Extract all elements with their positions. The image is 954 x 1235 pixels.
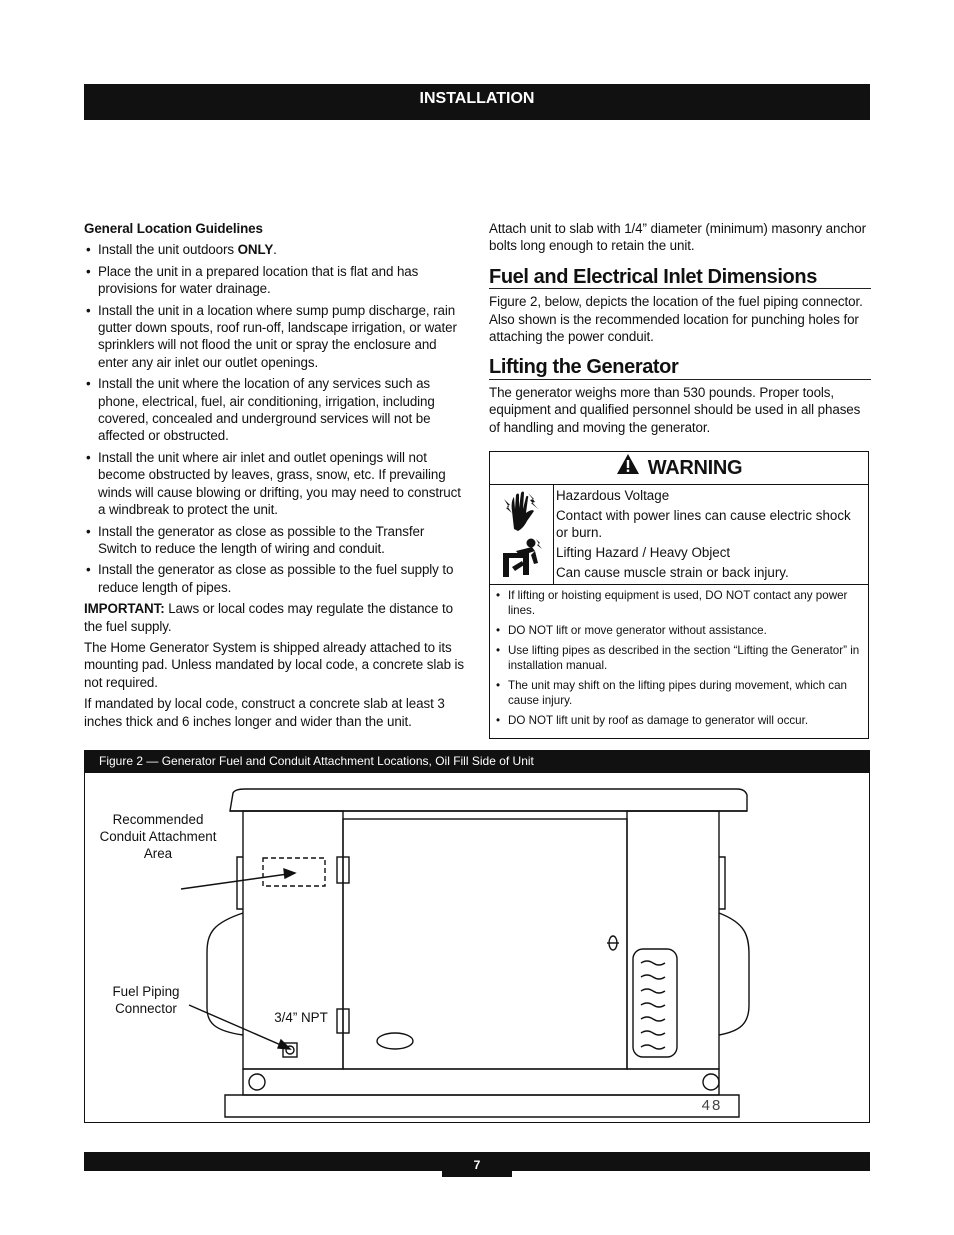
label-fuel-connector: Fuel Piping Connector xyxy=(112,984,180,1016)
warning-item: • If lifting or hoisting equipment is used, DO NOT contact any power lines. xyxy=(494,588,862,618)
page-number-tab xyxy=(442,1152,512,1177)
model-number: 48 xyxy=(701,1097,723,1114)
hazard-lifting-title: Lifting Hazard / Heavy Object xyxy=(556,545,731,560)
warning-triangle-icon xyxy=(616,453,640,485)
slab-paragraph: If mandated by local code, construct a concrete slab at least 3 inches thick and 6 inches longer and wider than the unit. xyxy=(84,696,445,729)
warning-box xyxy=(489,451,869,739)
page-number: 7 xyxy=(473,1158,481,1172)
guideline-text: Install the unit outdoors xyxy=(98,242,238,258)
figure-caption: Figure 2 — Generator Fuel and Conduit Attachment Locations, Oil Fill Side of Unit xyxy=(85,751,869,773)
lifting-heading: Lifting the Generator xyxy=(489,359,871,379)
guideline-text: . xyxy=(273,242,277,258)
hazard-voltage-title: Hazardous Voltage xyxy=(556,488,670,503)
warning-item: • Use lifting pipes as described in the section “Lifting the Generator” in installation manual. xyxy=(494,643,862,673)
guideline-list xyxy=(84,241,466,596)
label-npt-size: 3/4” NPT xyxy=(274,1010,328,1025)
general-location-heading: General Location Guidelines xyxy=(84,221,263,236)
electric-shock-icon xyxy=(502,489,542,533)
important-text: Laws or local codes may regulate the distance to the fuel supply. xyxy=(84,601,453,634)
hazard-voltage-text: Contact with power lines can cause electric shock or burn. xyxy=(556,508,851,540)
important-note xyxy=(84,600,466,635)
guideline-item: • Install the generator as close as possible to the Transfer Switch to reduce the length of wiring and conduit. xyxy=(84,523,466,558)
warning-header xyxy=(490,452,868,485)
section-header xyxy=(84,84,870,120)
guideline-item: • Place the unit in a prepared location that is flat and has provisions for water drainage. xyxy=(84,263,466,298)
guideline-emphasis: ONLY xyxy=(237,242,274,258)
lifting-paragraph: The generator weighs more than 530 pounds. Proper tools, equipment and qualified personnel should be used in all phases of handling and moving the generator. xyxy=(489,384,861,435)
guideline-item: • Install the unit where air inlet and outlet openings will not become obstructed by leaves, grass, snow, etc. If prevailing winds will cause blowing or drifting, you may need to construct a windbreak to protect the unit. xyxy=(84,449,466,519)
hazard-descriptions xyxy=(556,487,864,584)
warning-item: • DO NOT lift or move generator without assistance. xyxy=(494,623,862,638)
label-conduit-area: Recommended Conduit Attachment Area xyxy=(99,812,217,861)
warning-title: WARNING xyxy=(647,457,743,479)
heavy-lifting-icon xyxy=(500,537,544,579)
section-header-title: INSTALLATION xyxy=(419,90,535,107)
fuel-inlet-heading: Fuel and Electrical Inlet Dimensions xyxy=(489,269,871,289)
fuel-inlet-paragraph: Figure 2, below, depicts the location of the fuel piping connector. Also shown is the recommended location for punching holes for attaching the power conduit. xyxy=(489,294,863,345)
right-column xyxy=(489,220,871,440)
guideline-item: • Install the unit in a location where sump pump discharge, rain gutter down spouts, roof run-off, landscape irrigation, or water sprinklers will not flood the unit or spray the enclosure and enter any air inlet our outlet openings. xyxy=(84,302,466,372)
hazard-icons xyxy=(490,485,554,584)
warning-list xyxy=(490,585,868,728)
left-column xyxy=(84,220,466,734)
important-label: IMPORTANT: xyxy=(84,601,165,617)
figure-2 xyxy=(84,750,870,1123)
anchor-bolt-paragraph: Attach unit to slab with 1/4” diameter (minimum) masonry anchor bolts long enough to retain the unit. xyxy=(489,221,866,254)
guideline-item xyxy=(84,241,466,258)
warning-item: • DO NOT lift unit by roof as damage to generator will occur. xyxy=(494,713,862,728)
guideline-item: • Install the generator as close as possible to the fuel supply to reduce length of pipes. xyxy=(84,561,466,596)
warning-hazards xyxy=(490,485,868,585)
guideline-item: • Install the unit where the location of any services such as phone, electrical, fuel, air conditioning, irrigation, including covered, concealed and underground services will not be affected or obstructed. xyxy=(84,375,466,445)
hazard-lifting-text: Can cause muscle strain or back injury. xyxy=(556,565,789,580)
warning-item: • The unit may shift on the lifting pipes during movement, which can cause injury. xyxy=(494,678,862,708)
shipping-paragraph: The Home Generator System is shipped already attached to its mounting pad. Unless mandated by local code, a concrete slab is not required. xyxy=(84,639,465,690)
